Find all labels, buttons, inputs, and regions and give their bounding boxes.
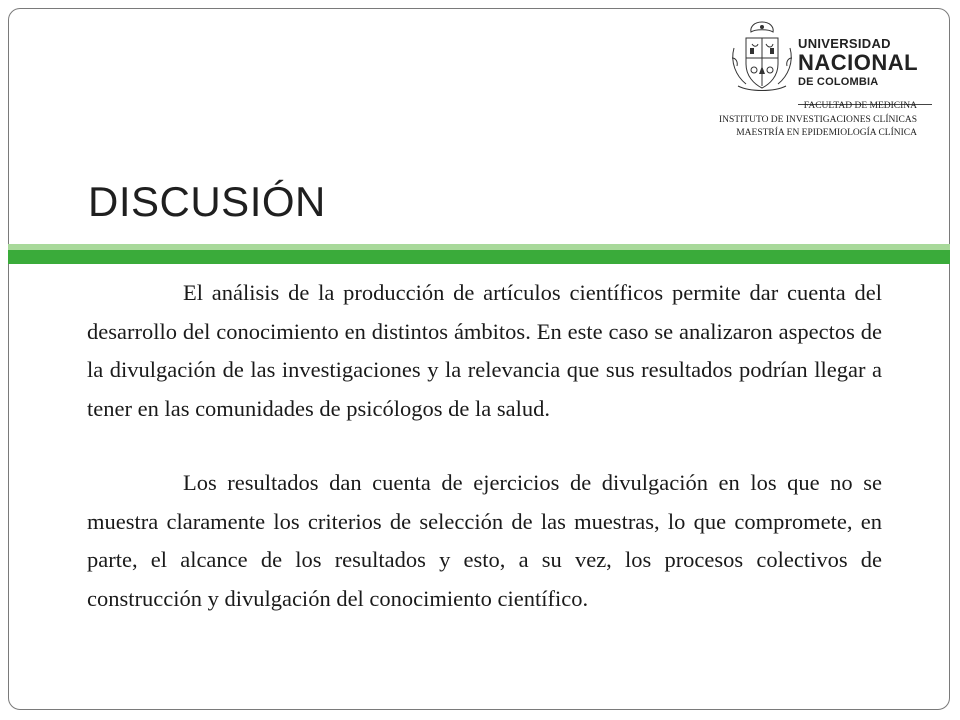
coat-of-arms-icon <box>728 18 796 94</box>
paragraph-1: El análisis de la producción de artículos científicos permite dar cuenta del desarrollo del conocimiento en distintos ámbitos. En este caso se analizaron aspectos de la divulgación de las investigaciones y la relevancia que sus resultados podrían llegar a tener en las comunidades de psicólogos de la salud. <box>87 280 882 421</box>
institution-lines <box>719 100 917 141</box>
logo-text-nacional: NACIONAL <box>798 50 919 75</box>
university-logo <box>722 14 932 98</box>
faculty-line: FACULTAD DE MEDICINA <box>803 101 917 111</box>
logo-text-universidad: UNIVERSIDAD <box>798 36 891 51</box>
institute-line: INSTITUTO DE INVESTIGACIONES CLÍNICAS <box>719 114 917 125</box>
title-divider-dark <box>8 250 950 264</box>
slide-body <box>87 274 882 618</box>
logo-text-de-colombia: DE COLOMBIA <box>798 76 879 88</box>
paragraph-2: Los resultados dan cuenta de ejercicios de divulgación en los que no se muestra claramente los criterios de selección de las muestras, lo que compromete, en parte, el alcance de los resultados y esto, a su vez, los procesos colectivos de construcción y divulgación del conocimiento científico. <box>87 470 882 611</box>
program-line: MAESTRÍA EN EPIDEMIOLOGÍA CLÍNICA <box>736 128 917 138</box>
slide-title: DISCUSIÓN <box>88 178 326 225</box>
